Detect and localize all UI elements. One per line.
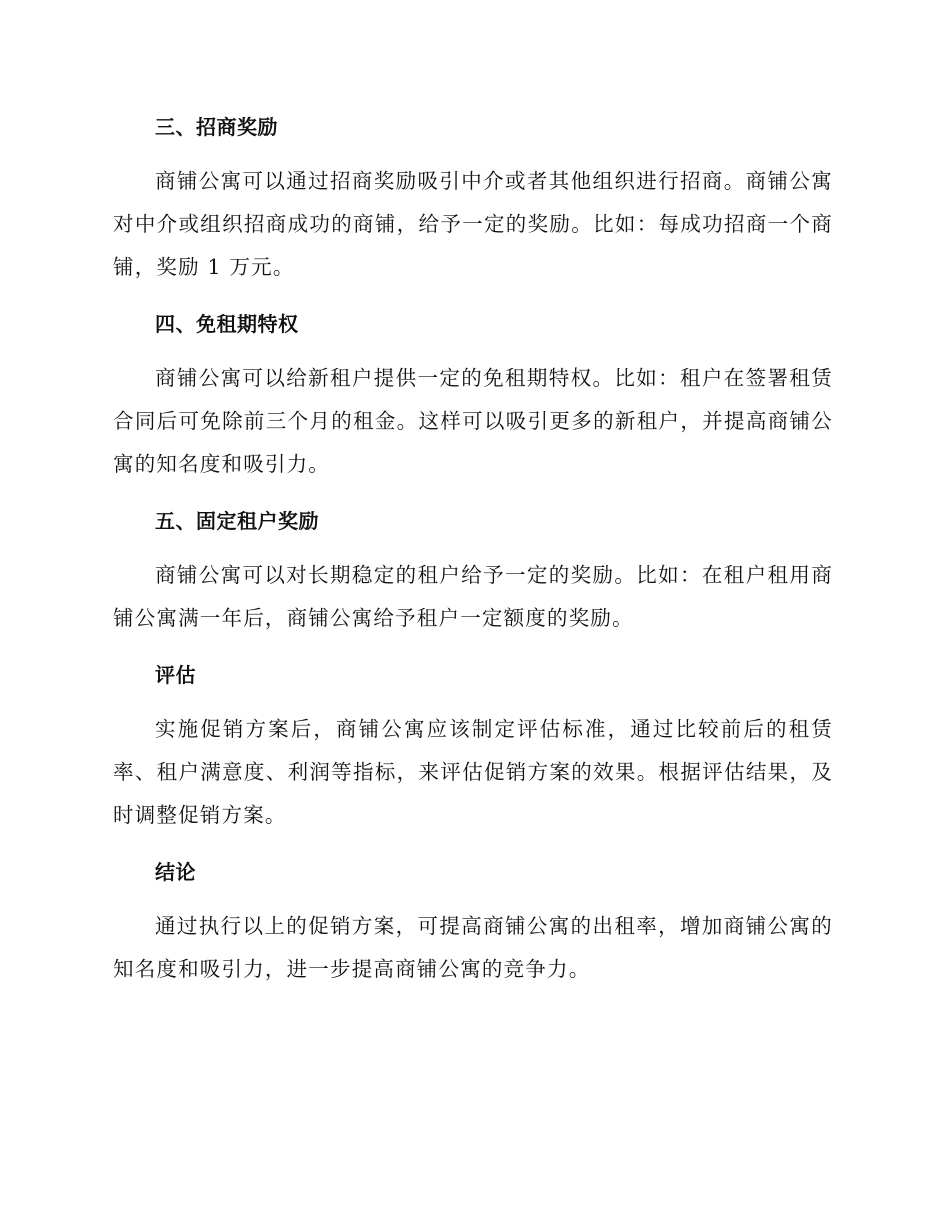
section-paragraph-rent-free: 商铺公寓可以给新租户提供一定的免租期特权。比如：租户在签署租赁合同后可免除前三个月的租金。这样可以吸引更多的新租户，并提高商铺公寓的知名度和吸引力。 <box>113 366 833 476</box>
section-paragraph-conclusion: 通过执行以上的促销方案，可提高商铺公寓的出租率，增加商铺公寓的知名度和吸引力，进一步提高商铺公寓的竞争力。 <box>113 914 833 981</box>
section-heading-evaluation: 评估 <box>155 663 196 687</box>
section-paragraph-fixed-tenant: 商铺公寓可以对长期稳定的租户给予一定的奖励。比如：在租户租用商铺公寓满一年后，商铺公寓给予租户一定额度的奖励。 <box>113 563 833 630</box>
section-paragraph-merchant-reward: 商铺公寓可以通过招商奖励吸引中介或者其他组织进行招商。商铺公寓对中介或组织招商成功的商铺，给予一定的奖励。比如：每成功招商一个商铺，奖励 1 万元。 <box>113 169 833 279</box>
document-body <box>113 108 833 1007</box>
section-heading-rent-free: 四、免租期特权 <box>155 312 299 336</box>
section-heading-merchant-reward: 三、招商奖励 <box>155 115 278 139</box>
section-heading-fixed-tenant: 五、固定租户奖励 <box>155 509 319 533</box>
section-heading-conclusion: 结论 <box>155 860 196 884</box>
section-paragraph-evaluation: 实施促销方案后，商铺公寓应该制定评估标准，通过比较前后的租赁率、租户满意度、利润等指标，来评估促销方案的效果。根据评估结果，及时调整促销方案。 <box>113 717 833 827</box>
